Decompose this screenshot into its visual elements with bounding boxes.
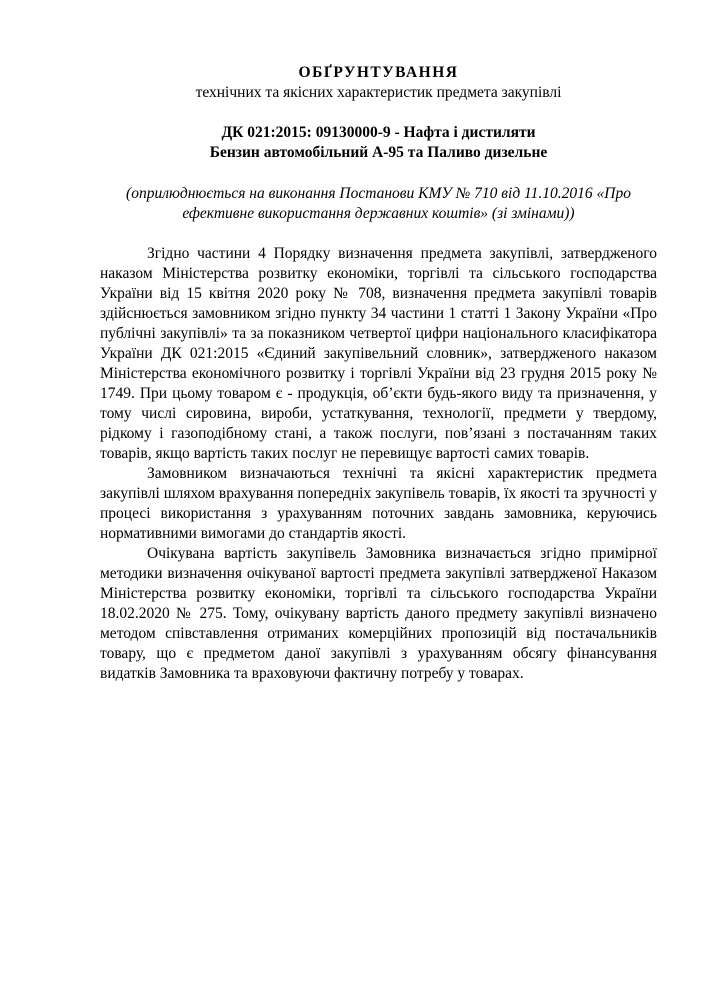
document-subtitle: технічних та якісних характеристик предмета закупівлі (195, 84, 562, 101)
document-title: ОБҐРУНТУВАННЯ (298, 64, 459, 81)
classification-code-block (100, 123, 657, 163)
body-text (100, 244, 657, 684)
paragraph: Очікувана вартість закупівель Замовника визначається згідно примірної методики визначення очікуваної вартості предмета закупівлі затвердженої Наказом Міністерства розвитку економіки, торгівлі та сільського господарства України 18.02.2020 № 275. Тому, очікувану вартість даного предмету закупівлі визначено методом співставлення отриманих комерційних пропозицій від постачальників товару, що є предметом даної закупівлі з урахуванням обсягу фінансування видатків Замовника та враховуючи фактичну потребу у товарах. (100, 545, 657, 682)
product-name-line: Бензин автомобільний А-95 та Паливо дизельне (209, 144, 548, 161)
publication-note: (оприлюднюється на виконання Постанови КМУ № 710 від 11.10.2016 «Про ефективне використання державних коштів» (зі змінами)) (126, 185, 631, 222)
document-page (100, 63, 657, 684)
paragraph: Замовником визначаються технічні та якісні характеристик предмета закупівлі шляхом врахування попередніх закупівель товарів, їх якості та зручності у процесі використання з урахуванням поточних завдань замовника, керуючись нормативними вимогами до стандартів якості. (100, 465, 657, 542)
paragraph: Згідно частини 4 Порядку визначення предмета закупівлі, затвердженого наказом Міністерства розвитку економіки, торгівлі та сільського господарства України від 15 квітня 2020 року № 708, визначення предмета закупівлі товарів здійснюється замовником згідно пункту 34 частини 1 статті 1 Закону України «Про публічні закупівлі» та за показником четвертої цифри національного класифікатора України ДК 021:2015 «Єдиний закупівельний словник», затвердженого наказом Міністерства економічного розвитку і торгівлі України від 23 грудня 2015 року № 1749. При цьому товаром є - продукція, об’єкти будь-якого виду та призначення, у тому числі сировина, вироби, устаткування, технології, предмети у твердому, рідкому і газоподібному стані, а також послуги, пов’язані з постачанням таких товарів, якщо вартість таких послуг не перевищує вартості самих товарів. (100, 245, 657, 462)
classification-code-line: ДК 021:2015: 09130000-9 - Нафта і дистиляти (221, 124, 536, 141)
